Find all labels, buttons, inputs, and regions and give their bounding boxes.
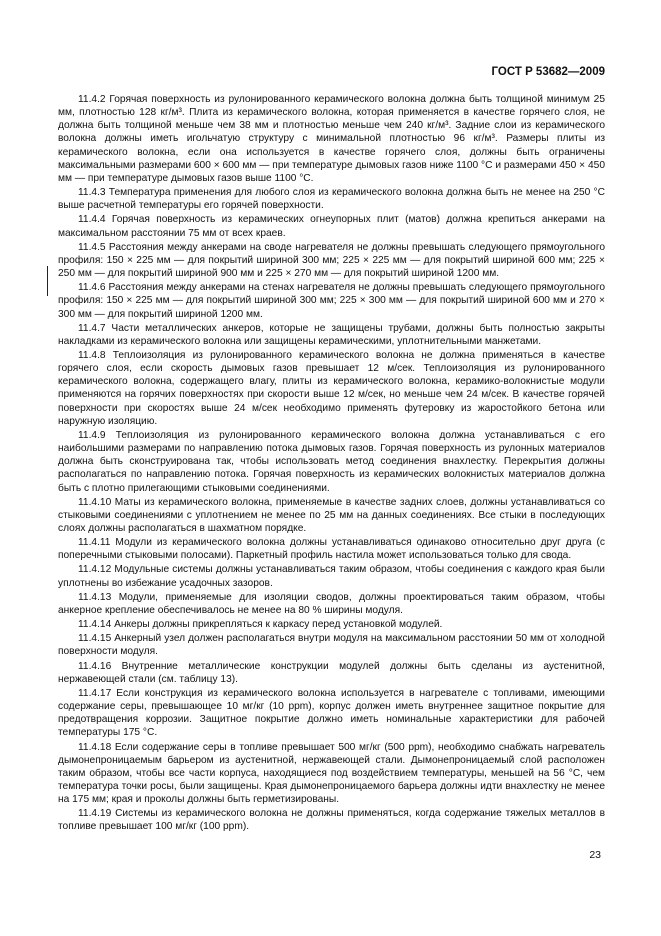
paragraph-11-4-12: 11.4.12 Модульные системы должны устанавливаться таким образом, чтобы соединения с каждого края были уплотнены во избежание усадочных зазоров. bbox=[58, 564, 605, 589]
paragraph-11-4-10: 11.4.10 Маты из керамического волокна, применяемые в качестве задних слоев, должны устанавливаться со стыковыми соединениями с уплотнением не менее по 25 мм на данных соединениях. Все стыки в последующих слоях должны располагаться в шахматном порядке. bbox=[58, 496, 605, 534]
paragraph-11-4-4: 11.4.4 Горячая поверхность из керамических огнеупорных плит (матов) должна крепиться анкерами на максимальном расстоянии 75 мм от всех краев. bbox=[58, 214, 605, 239]
paragraph-11-4-2: 11.4.2 Горячая поверхность из рулонированного керамического волокна должна быть толщиной минимум 25 мм, плотностью 128 кг/м³. Плита из керамического волокна, которая применяется в качестве горячего слоя, не должна быть толщиной меньше чем 38 мм и плотностью меньше чем 240 кг/м³. Задние слои из керамического волокна должны иметь игольчатую структуру с минимальной плотностью 96 кг/м³. Размеры плиты из керамического волокна, если она используется в качестве горячего слоя, должны быть ограничены максимальными размерами 600 × 600 мм — при температуре дымовых газов ниже 1100 °С и размерами 450 × 450 мм — при температуре дымовых газов выше 1100 °С. bbox=[58, 94, 605, 184]
paragraph-11-4-7: 11.4.7 Части металлических анкеров, которые не защищены трубами, должны быть полностью закрыты накладками из керамического волокна или защищены керамическими, уплотнительными манжетами. bbox=[58, 322, 605, 347]
paragraph-11-4-18: 11.4.18 Если содержание серы в топливе превышает 500 мг/кг (500 ppm), необходимо снабжать нагреватель дымонепроницаемым барьером из аустенитной, нержавеющей стали. Дымонепроницаемый слой расположен таким образом, чтобы все части корпуса, находящиеся под воздействием температуры, меньшей на 56 °С, чем температура точки росы, были защищены. Края дымонепроницаемого барьера должны идти внахлестку не менее на 175 мм; края и проколы должны быть герметизированы. bbox=[58, 741, 605, 806]
paragraph-11-4-14: 11.4.14 Анкеры должны прикрепляться к каркасу перед установкой модулей. bbox=[78, 619, 443, 631]
paragraph-11-4-9: 11.4.9 Теплоизоляция из рулонированного керамического волокна должна устанавливаться с его наибольшими размерами по направлению потока дымовых газов. Горячая поверхность из рулонных материалов должна быть сконструирована так, чтобы использовать метод соединения внахлестку. Перекрытия должны располагаться по направлению потока. Горячая поверхность из керамических волокнистых материалов должна быть с плотно прилегающими стыковыми соединениями. bbox=[58, 429, 605, 494]
paragraph-11-4-16: 11.4.16 Внутренние металлические конструкции модулей должны быть сделаны из аустенитной, нержавеющей стали (см. таблицу 13). bbox=[58, 660, 605, 685]
paragraph-11-4-5: 11.4.5 Расстояния между анкерами на своде нагревателя не должны превышать следующего прямоугольного профиля: 150 × 225 мм — для покрытий шириной 300 мм; 225 × 225 мм — для покрытий шириной 600 мм; 225 × 250 мм — для покрытий шириной 900 мм и 225 × 270 мм — для покрытий шириной 1200 мм. bbox=[58, 241, 605, 280]
paragraph-11-4-11: 11.4.11 Модули из керамического волокна должны устанавливаться одинаково относительно друг друга (с поперечными стыковыми полосами). Паркетный профиль настила может использоваться только для свода. bbox=[58, 537, 605, 562]
paragraph-11-4-8: 11.4.8 Теплоизоляция из рулонированного керамического волокна не должна применяться в качестве горячего слоя, если скорость дымовых газов превышает 12 м/сек. Теплоизоляция из рулонированного керамического волокна, содержащего влагу, плиты из керамического волокна, керамико-волокнистые модули применяются на горячих поверхностях при скорости выше 12 м/сек, но меньше чем 24 м/сек. В качестве горячей поверхности при скоростях выше 24 м/сек необходимо применять футеровку из жаростойкого бетона или наружную изоляцию. bbox=[58, 349, 605, 427]
paragraph-11-4-17: 11.4.17 Если конструкция из керамического волокна используется в нагревателе с топливами, имеющими содержание серы, превышающее 10 мг/кг (10 ppm), корпус должен иметь внутреннее защитное покрытие для предотвращения коррозии. Защитное покрытие должно иметь номинальные характеристики для рабочей температуры 175 °С. bbox=[58, 687, 605, 739]
document-id-header: ГОСТ Р 53682—2009 bbox=[491, 66, 605, 78]
document-body bbox=[58, 93, 605, 835]
paragraph-11-4-6: 11.4.6 Расстояния между анкерами на стенах нагревателя не должны превышать следующего прямоугольного профиля: 150 × 225 мм — для покрытий шириной 300 мм; 225 × 300 мм — для покрытий шириной 600 мм и 270 × 300 мм — для покрытий шириной 1200 мм. bbox=[58, 282, 605, 320]
revision-bar bbox=[47, 266, 48, 296]
page-number: 23 bbox=[589, 849, 601, 861]
paragraph-11-4-13: 11.4.13 Модули, применяемые для изоляции сводов, должны проектироваться таким образом, чтобы анкерное крепление обеспечивалось не менее на 80 % ширины модуля. bbox=[58, 591, 605, 616]
paragraph-11-4-19: 11.4.19 Системы из керамического волокна не должны применяться, когда содержание тяжелых металлов в топливе превышает 100 мг/кг (100 ppm). bbox=[58, 808, 605, 833]
paragraph-11-4-15: 11.4.15 Анкерный узел должен располагаться внутри модуля на максимальном расстоянии 50 мм от холодной поверхности модуля. bbox=[58, 633, 605, 658]
paragraph-11-4-3: 11.4.3 Температура применения для любого слоя из керамического волокна должна быть не менее на 250 °С выше расчетной температуры его горячей поверхности. bbox=[58, 187, 605, 212]
